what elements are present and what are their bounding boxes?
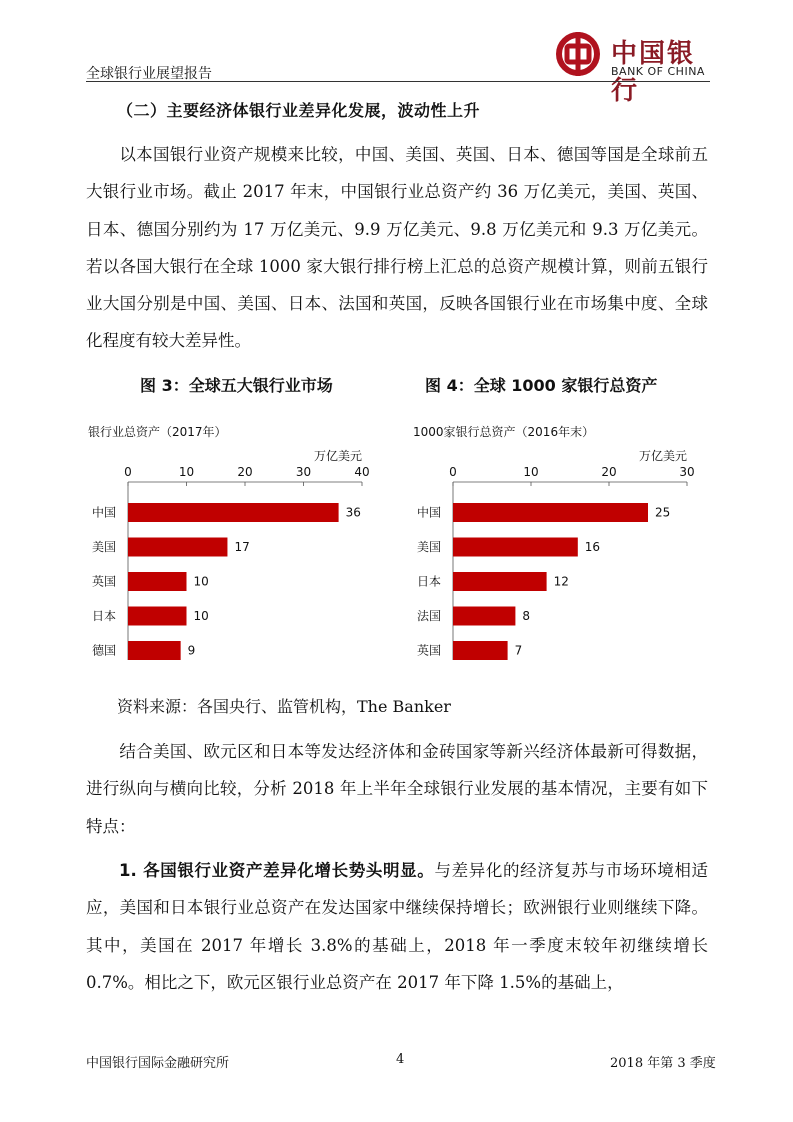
chart-top-five-banking-markets xyxy=(80,420,380,660)
figure-source: 资料来源：各国央行、监管机构，The Banker xyxy=(117,697,451,716)
footer-quarter: 2018 年第 3 季度 xyxy=(610,1056,716,1071)
paragraph-3 xyxy=(86,852,708,1001)
figure-4-title: 图 4：全球 1000 家银行总资产 xyxy=(425,376,658,395)
chart-subtitle: 银行业总资产（2017年） xyxy=(88,425,227,439)
bar-value-label: 10 xyxy=(193,574,209,589)
category-label: 德国 xyxy=(91,643,116,658)
bar-value-label: 16 xyxy=(584,540,601,554)
bar xyxy=(128,503,339,522)
bar-value-label: 7 xyxy=(514,643,523,658)
x-tick-label: 30 xyxy=(295,465,312,479)
paragraph-1 xyxy=(86,136,708,360)
bar xyxy=(453,607,515,626)
header-title: 全球银行业展望报告 xyxy=(86,66,212,82)
x-tick-label: 0 xyxy=(449,465,457,479)
x-tick-label: 10 xyxy=(178,465,195,479)
chart-unit-label: 万亿美元 xyxy=(313,449,362,463)
bar-value-label: 10 xyxy=(193,609,209,623)
x-tick-label: 20 xyxy=(237,465,253,479)
paragraph-2 xyxy=(86,733,708,845)
x-tick-label: 0 xyxy=(124,465,132,479)
category-label: 中国 xyxy=(91,505,116,520)
bar-value-label: 8 xyxy=(522,609,531,623)
logo-chinese-text: 中国银行 xyxy=(611,39,696,106)
chart-top-1000-banks-assets xyxy=(405,420,705,660)
bar xyxy=(128,641,181,660)
category-label: 英国 xyxy=(91,574,116,589)
bar xyxy=(128,607,187,626)
bar-value-label: 36 xyxy=(345,505,361,520)
figure-3-title: 图 3：全球五大银行业市场 xyxy=(140,376,333,395)
header-divider xyxy=(86,81,710,82)
category-label: 日本 xyxy=(416,574,441,589)
paragraph-2-text: 结合美国、欧元区和日本等发达经济体和金砖国家等新兴经济体最新可得数据，进行纵向与横向比较，分析 2018 年上半年全球银行业发展的基本情况，主要有如下特点： xyxy=(86,742,708,836)
category-label: 英国 xyxy=(416,643,441,658)
bar xyxy=(453,503,648,522)
section-title: （二）主要经济体银行业差异化发展，波动性上升 xyxy=(117,101,481,120)
chart-subtitle: 1000家银行总资产（2016年末） xyxy=(413,425,595,439)
paragraph-1-text: 以本国银行业资产规模来比较，中国、美国、英国、日本、德国等国是全球前五大银行业市场。截止 2017 年末，中国银行业总资产约 36 万亿美元，美国、英国、日本、德国分别约为 17 万亿美元、9.9 万亿美元、9.8 万亿美元和 9.3 万亿美元。若以各国大银行在全球 1000 家大银行排行榜上汇总的总资产规模计算，则前五银行业大国分别是中国、美国、日本、法国和英国，反映各国银行业在市场集中度、全球化程度有较大差异性。 xyxy=(86,145,708,351)
bar xyxy=(453,641,508,660)
x-tick-label: 10 xyxy=(523,465,539,479)
footer-institute: 中国银行国际金融研究所 xyxy=(86,1056,230,1071)
footer-page-number: 4 xyxy=(396,1052,405,1067)
bar-value-label: 12 xyxy=(553,574,569,589)
paragraph-3-text: 与差异化的经济复苏与市场环境相适应，美国和日本银行业总资产在发达国家中继续保持增长；欧洲银行业则继续下降。其中，美国在 2017 年增长 3.8%的基础上，2018 年一季度末较年初继续增长 0.7%。相比之下，欧元区银行业总资产在 2017 年下降 1.5%的基础上， xyxy=(86,861,708,992)
bar-value-label: 9 xyxy=(187,643,196,658)
bar-value-label: 25 xyxy=(655,505,671,520)
x-tick-label: 40 xyxy=(354,465,370,479)
paragraph-3-heading: 1. 各国银行业资产差异化增长势头明显。 xyxy=(119,861,435,880)
chart-unit-label: 万亿美元 xyxy=(638,449,687,463)
category-label: 法国 xyxy=(416,609,441,623)
x-tick-label: 20 xyxy=(601,465,617,479)
category-label: 美国 xyxy=(416,540,441,554)
bar xyxy=(128,538,227,557)
logo-english-text: BANK OF CHINA xyxy=(611,65,705,78)
bar xyxy=(453,538,578,557)
bar-value-label: 17 xyxy=(234,540,250,554)
bar xyxy=(453,572,547,591)
bar xyxy=(128,572,187,591)
bank-logo xyxy=(553,30,713,106)
bank-of-china-emblem-icon xyxy=(553,30,605,80)
category-label: 中国 xyxy=(416,505,441,520)
category-label: 日本 xyxy=(91,609,116,623)
x-tick-label: 30 xyxy=(679,465,695,479)
category-label: 美国 xyxy=(91,540,116,554)
